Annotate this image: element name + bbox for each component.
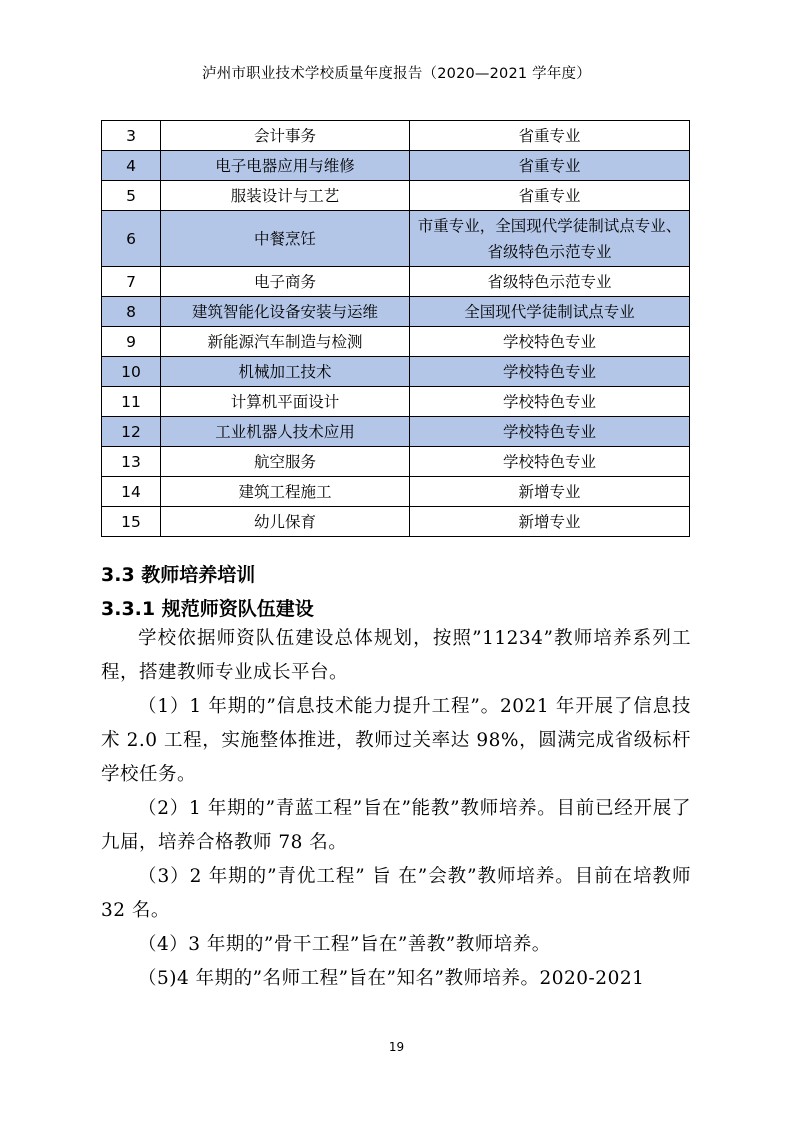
majors-table [101,120,690,537]
major-type: 新增专业 [410,507,690,537]
row-number: 8 [102,297,161,327]
major-name: 幼儿保育 [161,507,410,537]
major-type: 省级特色示范专业 [410,267,690,297]
row-number: 12 [102,417,161,447]
row-number: 7 [102,267,161,297]
table-row [102,151,690,181]
major-name: 服装设计与工艺 [161,181,410,211]
major-name: 会计事务 [161,121,410,151]
row-number: 9 [102,327,161,357]
table-row [102,507,690,537]
table-row [102,417,690,447]
major-type: 学校特色专业 [410,417,690,447]
major-type: 学校特色专业 [410,387,690,417]
table-row [102,357,690,387]
major-name: 机械加工技术 [161,357,410,387]
table-row [102,181,690,211]
table-row [102,297,690,327]
row-number: 15 [102,507,161,537]
major-name: 电子电器应用与维修 [161,151,410,181]
major-type: 省重专业 [410,121,690,151]
table-row [102,327,690,357]
page-number: 19 [388,1040,405,1054]
paragraph: （3）2 年期的”青优工程” 旨 在”会教”教师培养。目前在培教师 32 名。 [101,866,692,921]
table-row [102,477,690,507]
major-type: 学校特色专业 [410,447,690,477]
row-number: 5 [102,181,161,211]
paragraph: （1）1 年期的”信息技术能力提升工程”。2021 年开展了信息技术 2.0 工程，实施整体推进，教师过关率达 98%，圆满完成省级标杆学校任务。 [101,696,691,785]
major-type: 市重专业，全国现代学徒制试点专业、省级特色示范专业 [410,211,690,267]
body-text [101,622,691,996]
row-number: 4 [102,151,161,181]
paragraph: （5)4 年期的”名师工程”旨在”知名”教师培养。2020-2021 [138,968,645,989]
table-row [102,267,690,297]
major-name: 计算机平面设计 [161,387,410,417]
major-type: 省重专业 [410,151,690,181]
major-name: 电子商务 [161,267,410,297]
table-row [102,121,690,151]
major-name: 中餐烹饪 [161,211,410,267]
row-number: 10 [102,357,161,387]
table-row [102,447,690,477]
table-row [102,211,690,267]
major-type: 省重专业 [410,181,690,211]
table-row [102,387,690,417]
row-number: 11 [102,387,161,417]
major-name: 建筑智能化设备安装与运维 [161,297,410,327]
row-number: 14 [102,477,161,507]
major-type: 学校特色专业 [410,327,690,357]
major-name: 工业机器人技术应用 [161,417,410,447]
major-name: 航空服务 [161,447,410,477]
major-type: 全国现代学徒制试点专业 [410,297,690,327]
subsection-heading: 3.3.1 规范师资队伍建设 [101,598,314,620]
major-type: 学校特色专业 [410,357,690,387]
row-number: 3 [102,121,161,151]
paragraph: （4）3 年期的”骨干工程”旨在”善教”教师培养。 [138,934,551,955]
major-name: 建筑工程施工 [161,477,410,507]
major-name: 新能源汽车制造与检测 [161,327,410,357]
page-header: 泸州市职业技术学校质量年度报告（2020—2021 学年度） [202,66,591,82]
paragraph: 学校依据师资队伍建设总体规划，按照”11234”教师培养系列工程，搭建教师专业成长平台。 [101,628,691,683]
paragraph: （2）1 年期的”青蓝工程”旨在”能教”教师培养。目前已经开展了九届，培养合格教师 78 名。 [101,798,691,853]
row-number: 13 [102,447,161,477]
row-number: 6 [102,211,161,267]
section-heading: 3.3 教师培养培训 [101,564,256,586]
major-type: 新增专业 [410,477,690,507]
